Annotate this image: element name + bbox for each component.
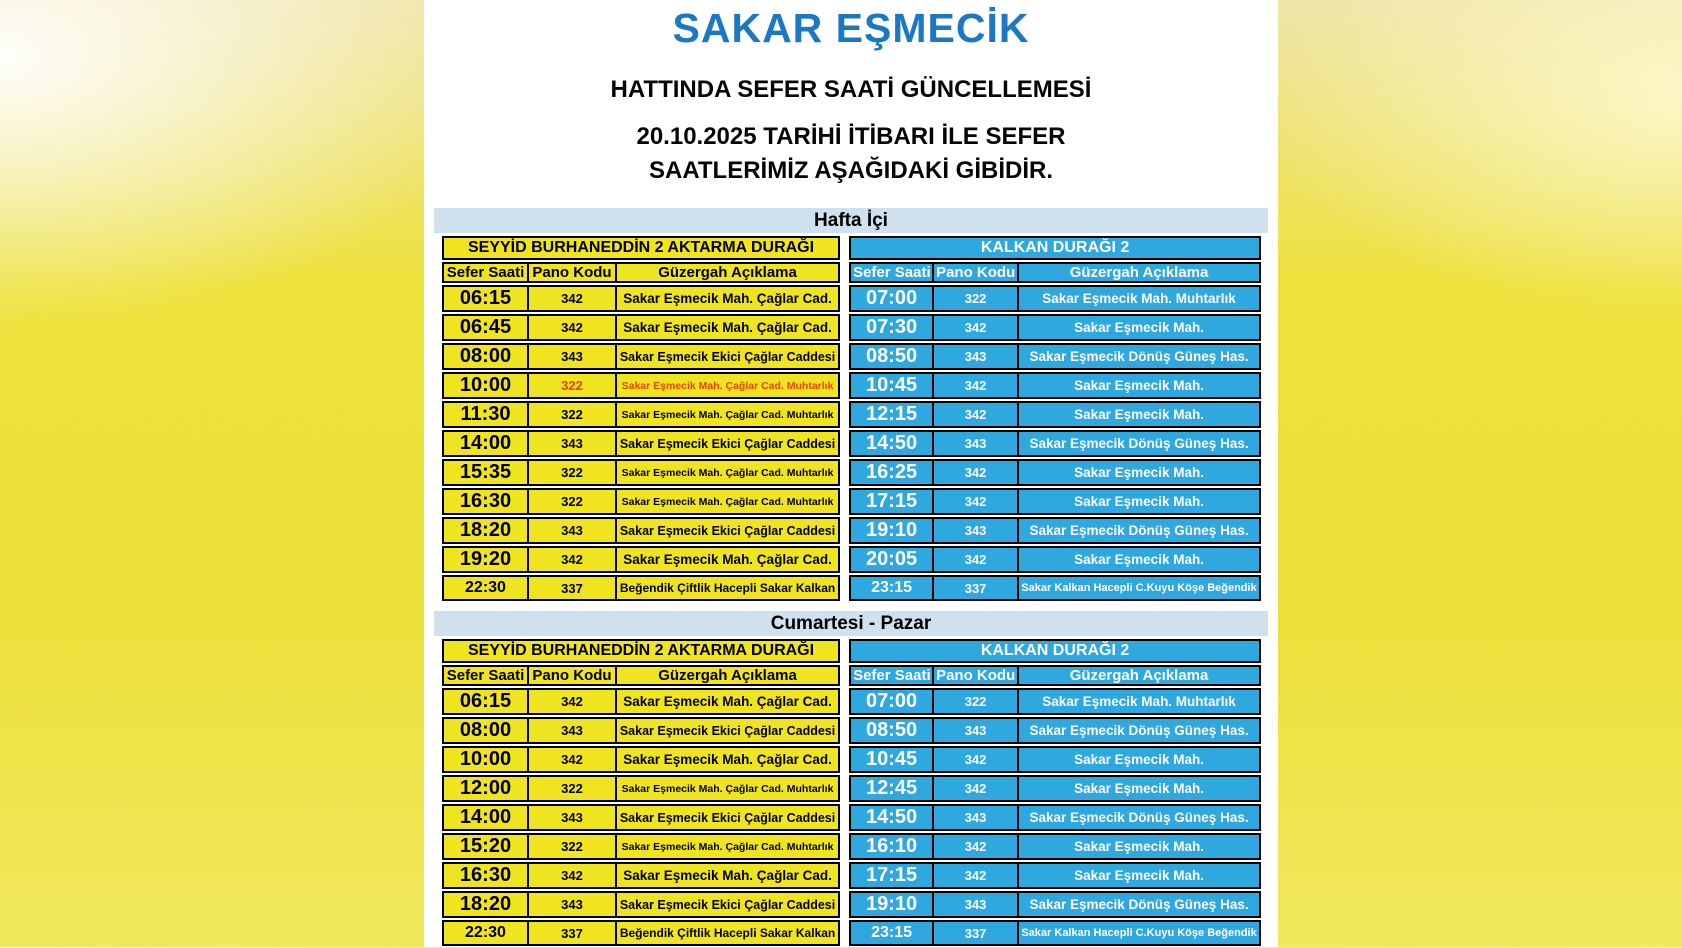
- departure-time: 06:15: [442, 285, 529, 312]
- departure-time: 22:30: [442, 920, 529, 946]
- departure-time: 10:00: [442, 746, 529, 773]
- departure-time: 23:15: [849, 920, 934, 946]
- schedule-section: [432, 208, 1270, 603]
- pano-code: 343: [934, 717, 1019, 744]
- pano-code: 343: [934, 430, 1019, 457]
- timetable-row: [442, 920, 840, 946]
- departure-time: 16:10: [849, 833, 934, 860]
- timetable-row: [442, 343, 840, 370]
- timetable-row: [849, 862, 1261, 889]
- route-description: Sakar Eşmecik Dönüş Güneş Has.: [1019, 891, 1261, 918]
- departure-time: 06:45: [442, 314, 529, 341]
- route-description: Sakar Eşmecik Mah. Çağlar Cad.: [617, 862, 840, 889]
- route-description: Sakar Eşmecik Mah. Muhtarlık: [1019, 285, 1261, 312]
- timetable-row: [442, 833, 840, 860]
- departure-time: 11:30: [442, 401, 529, 428]
- route-description: Sakar Eşmecik Mah. Çağlar Cad.: [617, 746, 840, 773]
- pano-code: 342: [529, 314, 617, 341]
- departure-time: 18:20: [442, 517, 529, 544]
- departure-time: 10:45: [849, 746, 934, 773]
- pano-code: 342: [934, 862, 1019, 889]
- column-header-pano-kodu: Pano Kodu: [934, 665, 1019, 686]
- departure-time: 15:35: [442, 459, 529, 486]
- pano-code: 322: [529, 488, 617, 515]
- departure-time: 19:10: [849, 517, 934, 544]
- timetable-row: [442, 517, 840, 544]
- route-description: Sakar Kalkan Hacepli C.Kuyu Köşe Beğendik: [1019, 575, 1261, 601]
- column-header-guzergah: Güzergah Açıklama: [1019, 262, 1261, 283]
- route-description: Sakar Eşmecik Ekici Çağlar Caddesi: [617, 343, 840, 370]
- departure-time: 08:50: [849, 717, 934, 744]
- pano-code: 342: [934, 372, 1019, 399]
- pano-code: 342: [934, 314, 1019, 341]
- timetable-kalkan-duragi: [849, 637, 1261, 948]
- notice-line-1: 20.10.2025 TARİHİ İTİBARI İLE SEFER: [636, 123, 1066, 150]
- pano-code: 322: [934, 688, 1019, 715]
- timetable-row: [849, 833, 1261, 860]
- column-header-pano-kodu: Pano Kodu: [934, 262, 1019, 283]
- pano-code: 342: [934, 459, 1019, 486]
- timetable-row: [849, 804, 1261, 831]
- timetable-row: [849, 775, 1261, 802]
- route-description: Sakar Eşmecik Dönüş Güneş Has.: [1019, 717, 1261, 744]
- departure-time: 23:15: [849, 575, 934, 601]
- departure-time: 16:30: [442, 488, 529, 515]
- pano-code: 322: [529, 775, 617, 802]
- route-description: Sakar Eşmecik Mah. Çağlar Cad.: [617, 285, 840, 312]
- departure-time: 16:30: [442, 862, 529, 889]
- timetable-kalkan-duragi: [849, 234, 1261, 603]
- route-description: Sakar Eşmecik Dönüş Güneş Has.: [1019, 343, 1261, 370]
- pano-code: 337: [529, 575, 617, 601]
- timetable-row: [442, 891, 840, 918]
- route-description: Sakar Eşmecik Dönüş Güneş Has.: [1019, 430, 1261, 457]
- route-description: Sakar Eşmecik Ekici Çağlar Caddesi: [617, 804, 840, 831]
- schedule-section: [432, 611, 1270, 948]
- route-description: Sakar Eşmecik Mah. Çağlar Cad.: [617, 546, 840, 573]
- column-header-pano-kodu: Pano Kodu: [529, 665, 617, 686]
- route-description: Sakar Eşmecik Mah. Muhtarlık: [1019, 688, 1261, 715]
- route-description: Sakar Eşmecik Dönüş Güneş Has.: [1019, 804, 1261, 831]
- timetable-row: [849, 285, 1261, 312]
- route-description: Beğendik Çiftlik Hacepli Sakar Kalkan: [617, 575, 840, 601]
- route-description: Sakar Eşmecik Mah.: [1019, 372, 1261, 399]
- route-description: Sakar Eşmecik Mah.: [1019, 488, 1261, 515]
- departure-time: 14:50: [849, 430, 934, 457]
- route-description: Sakar Eşmecik Mah. Çağlar Cad.: [617, 688, 840, 715]
- pano-code: 343: [529, 343, 617, 370]
- route-description: Sakar Eşmecik Mah.: [1019, 746, 1261, 773]
- pano-code: 343: [529, 804, 617, 831]
- departure-time: 16:25: [849, 459, 934, 486]
- notice-line-2: SAATLERİMİZ AŞAĞIDAKİ GİBİDİR.: [649, 157, 1053, 184]
- column-header-sefer-saati: Sefer Saati: [849, 262, 934, 283]
- timetable-row: [442, 546, 840, 573]
- stop-name: KALKAN DURAĞI 2: [849, 236, 1261, 260]
- departure-time: 07:00: [849, 688, 934, 715]
- timetable-row: [442, 401, 840, 428]
- timetable-row: [849, 430, 1261, 457]
- route-description: Sakar Eşmecik Mah. Çağlar Cad. Muhtarlık: [617, 401, 840, 428]
- route-description: Sakar Eşmecik Mah. Çağlar Cad. Muhtarlık: [617, 488, 840, 515]
- timetable-row: [849, 688, 1261, 715]
- stop-name: SEYYİD BURHANEDDİN 2 AKTARMA DURAĞI: [442, 639, 840, 663]
- timetable-row: [442, 717, 840, 744]
- departure-time: 14:50: [849, 804, 934, 831]
- pano-code: 342: [529, 862, 617, 889]
- route-description: Sakar Eşmecik Mah.: [1019, 459, 1261, 486]
- pano-code: 322: [934, 285, 1019, 312]
- timetable-row: [442, 314, 840, 341]
- route-description: Sakar Eşmecik Mah.: [1019, 314, 1261, 341]
- pano-code: 342: [934, 775, 1019, 802]
- timetable-seyyid-burhaneddin: [442, 234, 840, 603]
- pano-code: 343: [529, 891, 617, 918]
- stop-name: SEYYİD BURHANEDDİN 2 AKTARMA DURAĞI: [442, 236, 840, 260]
- timetable-row: [849, 746, 1261, 773]
- route-description: Sakar Eşmecik Mah. Çağlar Cad. Muhtarlık: [617, 372, 840, 399]
- pano-code: 343: [529, 430, 617, 457]
- pano-code: 342: [529, 746, 617, 773]
- pano-code: 337: [529, 920, 617, 946]
- departure-time: 17:15: [849, 488, 934, 515]
- timetable-row: [849, 401, 1261, 428]
- route-description: Sakar Eşmecik Mah. Çağlar Cad.: [617, 314, 840, 341]
- timetable-row: [849, 488, 1261, 515]
- departure-time: 22:30: [442, 575, 529, 601]
- section-tables: [432, 637, 1270, 948]
- route-description: Beğendik Çiftlik Hacepli Sakar Kalkan: [617, 920, 840, 946]
- departure-time: 12:15: [849, 401, 934, 428]
- timetable-row: [442, 688, 840, 715]
- departure-time: 14:00: [442, 430, 529, 457]
- route-description: Sakar Eşmecik Ekici Çağlar Caddesi: [617, 430, 840, 457]
- section-day-label: Hafta İçi: [434, 208, 1268, 233]
- pano-code: 322: [529, 459, 617, 486]
- pano-code: 337: [934, 575, 1019, 601]
- timetable-row: [442, 430, 840, 457]
- departure-time: 20:05: [849, 546, 934, 573]
- route-description: Sakar Eşmecik Ekici Çağlar Caddesi: [617, 517, 840, 544]
- pano-code: 342: [529, 546, 617, 573]
- column-header-guzergah: Güzergah Açıklama: [617, 665, 840, 686]
- route-description: Sakar Eşmecik Mah. Çağlar Cad. Muhtarlık: [617, 775, 840, 802]
- timetable-row: [849, 891, 1261, 918]
- departure-time: 10:00: [442, 372, 529, 399]
- route-description: Sakar Eşmecik Ekici Çağlar Caddesi: [617, 891, 840, 918]
- route-description: Sakar Eşmecik Mah.: [1019, 862, 1261, 889]
- pano-code: 322: [529, 401, 617, 428]
- column-header-guzergah: Güzergah Açıklama: [1019, 665, 1261, 686]
- departure-time: 19:10: [849, 891, 934, 918]
- page-title: SAKAR EŞMECİK: [672, 5, 1030, 51]
- pano-code: 342: [934, 746, 1019, 773]
- timetable-row: [849, 717, 1261, 744]
- pano-code: 343: [529, 517, 617, 544]
- departure-time: 12:45: [849, 775, 934, 802]
- route-description: Sakar Eşmecik Mah.: [1019, 546, 1261, 573]
- timetable-row: [849, 517, 1261, 544]
- pano-code: 342: [529, 285, 617, 312]
- timetable-row: [442, 804, 840, 831]
- pano-code: 342: [934, 488, 1019, 515]
- pano-code: 322: [529, 372, 617, 399]
- departure-time: 17:15: [849, 862, 934, 889]
- route-description: Sakar Eşmecik Mah. Çağlar Cad. Muhtarlık: [617, 459, 840, 486]
- departure-time: 06:15: [442, 688, 529, 715]
- departure-time: 10:45: [849, 372, 934, 399]
- timetable-row: [849, 314, 1261, 341]
- route-description: Sakar Eşmecik Mah. Çağlar Cad. Muhtarlık: [617, 833, 840, 860]
- timetable-row: [442, 488, 840, 515]
- section-day-label: Cumartesi - Pazar: [434, 611, 1268, 636]
- route-description: Sakar Kalkan Hacepli C.Kuyu Köşe Beğendik: [1019, 920, 1261, 946]
- departure-time: 18:20: [442, 891, 529, 918]
- timetable-row: [442, 372, 840, 399]
- pano-code: 342: [934, 833, 1019, 860]
- departure-time: 15:20: [442, 833, 529, 860]
- timetable-row: [849, 575, 1261, 601]
- column-header-sefer-saati: Sefer Saati: [849, 665, 934, 686]
- departure-time: 19:20: [442, 546, 529, 573]
- departure-time: 07:00: [849, 285, 934, 312]
- timetable-row: [849, 459, 1261, 486]
- column-header-pano-kodu: Pano Kodu: [529, 262, 617, 283]
- departure-time: 14:00: [442, 804, 529, 831]
- departure-time: 08:00: [442, 717, 529, 744]
- timetable-row: [442, 575, 840, 601]
- pano-code: 343: [934, 343, 1019, 370]
- route-description: Sakar Eşmecik Ekici Çağlar Caddesi: [617, 717, 840, 744]
- timetable-row: [442, 775, 840, 802]
- route-description: Sakar Eşmecik Mah.: [1019, 833, 1261, 860]
- column-header-sefer-saati: Sefer Saati: [442, 262, 529, 283]
- schedule-sections: [432, 208, 1270, 948]
- pano-code: 322: [529, 833, 617, 860]
- pano-code: 337: [934, 920, 1019, 946]
- timetable-seyyid-burhaneddin: [442, 637, 840, 948]
- pano-code: 342: [934, 546, 1019, 573]
- stop-name: KALKAN DURAĞI 2: [849, 639, 1261, 663]
- departure-time: 12:00: [442, 775, 529, 802]
- pano-code: 343: [934, 517, 1019, 544]
- subtitle: HATTINDA SEFER SAATİ GÜNCELLEMESİ: [610, 76, 1092, 103]
- pano-code: 343: [529, 717, 617, 744]
- timetable-row: [849, 546, 1261, 573]
- notice-text: [432, 120, 1270, 188]
- timetable-row: [849, 343, 1261, 370]
- timetable-row: [442, 285, 840, 312]
- column-header-sefer-saati: Sefer Saati: [442, 665, 529, 686]
- poster-panel: [424, 0, 1278, 947]
- pano-code: 343: [934, 891, 1019, 918]
- pano-code: 342: [934, 401, 1019, 428]
- timetable-row: [442, 746, 840, 773]
- pano-code: 342: [529, 688, 617, 715]
- departure-time: 08:50: [849, 343, 934, 370]
- timetable-row: [442, 862, 840, 889]
- timetable-row: [442, 459, 840, 486]
- column-header-guzergah: Güzergah Açıklama: [617, 262, 840, 283]
- route-description: Sakar Eşmecik Mah.: [1019, 775, 1261, 802]
- section-tables: [432, 234, 1270, 603]
- route-description: Sakar Eşmecik Mah.: [1019, 401, 1261, 428]
- departure-time: 08:00: [442, 343, 529, 370]
- timetable-row: [849, 920, 1261, 946]
- departure-time: 07:30: [849, 314, 934, 341]
- route-description: Sakar Eşmecik Dönüş Güneş Has.: [1019, 517, 1261, 544]
- timetable-row: [849, 372, 1261, 399]
- pano-code: 343: [934, 804, 1019, 831]
